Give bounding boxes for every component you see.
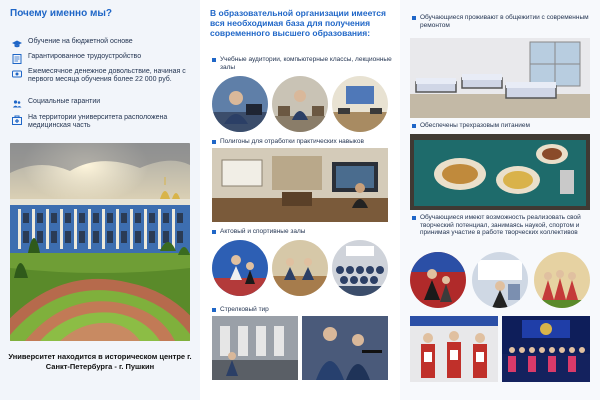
left-panel: [0, 0, 200, 400]
people-icon: [12, 99, 22, 109]
shooting-range-photo-1: [212, 316, 298, 380]
bullet-square-icon: [212, 308, 216, 312]
section-creativity: Обучающиеся имеют возможность реализовать свой творческий потенциал, занимаясь наукой, спортом и принимая участие в работе творческих коллективов: [412, 214, 592, 237]
gym-photo-2: [272, 240, 328, 296]
bullet-square-icon: [412, 216, 416, 220]
bullet-square-icon: [412, 16, 416, 20]
middle-panel: [200, 0, 400, 400]
why-us-title: Почему именно мы?: [10, 8, 113, 19]
right-panel: [400, 0, 600, 400]
palace-photo: [10, 143, 190, 341]
dormitory-photo: [410, 38, 590, 118]
benefit-budget: Обучение на бюджетной основе: [12, 38, 192, 49]
gym-photo-1: [212, 240, 268, 296]
shooting-range-photo-2: [302, 316, 388, 380]
section-shooting-range: Стрелковый тир: [212, 306, 392, 314]
training-ground-photo: [212, 148, 388, 222]
classroom-photo-3: [332, 76, 388, 132]
benefit-employment: Гарантированное трудоустройство: [12, 53, 192, 64]
hall-photo-3: [332, 240, 388, 296]
section-dormitory: Обучающиеся проживают в общежитии с современным ремонтом: [412, 14, 592, 29]
classroom-photo-1: [212, 76, 268, 132]
section-halls: Актовый и спортивные залы: [212, 228, 392, 236]
money-icon: [12, 69, 22, 79]
location-text: Университет находится в историческом центре г. Санкт-Петербурга - г. Пушкин: [8, 352, 192, 371]
science-photo-2: [472, 252, 528, 308]
medical-icon: [12, 115, 22, 125]
bullet-square-icon: [212, 58, 216, 62]
graduation-cap-icon: [12, 39, 22, 49]
benefit-allowance: Ежемесячное денежное довольствие, начиная с первого месяца обучения более 22 000 руб.: [12, 68, 192, 84]
facilities-title: В образовательной организации имеется вся необходимая база для получения современного высшего образования:: [210, 8, 386, 38]
section-training-grounds: Полигоны для отработки практических навыков: [212, 138, 392, 146]
classroom-photo-2: [272, 76, 328, 132]
section-meals: Обеспечены трехразовым питанием: [412, 122, 592, 130]
bullet-square-icon: [212, 140, 216, 144]
meals-photo: [410, 134, 590, 210]
team-photo-3: [534, 252, 590, 308]
wrestlers-photo: [410, 316, 498, 382]
bullet-square-icon: [412, 124, 416, 128]
section-classrooms: Учебные аудитории, компьютерные классы, лекционные залы: [212, 56, 392, 71]
bullet-square-icon: [212, 230, 216, 234]
benefit-social: Социальные гарантии: [12, 98, 192, 109]
checklist-icon: [12, 54, 22, 64]
sport-photo-1: [410, 252, 466, 308]
benefit-medical: На территории университета расположена медицинская часть: [12, 114, 192, 130]
choir-stage-photo: [502, 316, 590, 382]
